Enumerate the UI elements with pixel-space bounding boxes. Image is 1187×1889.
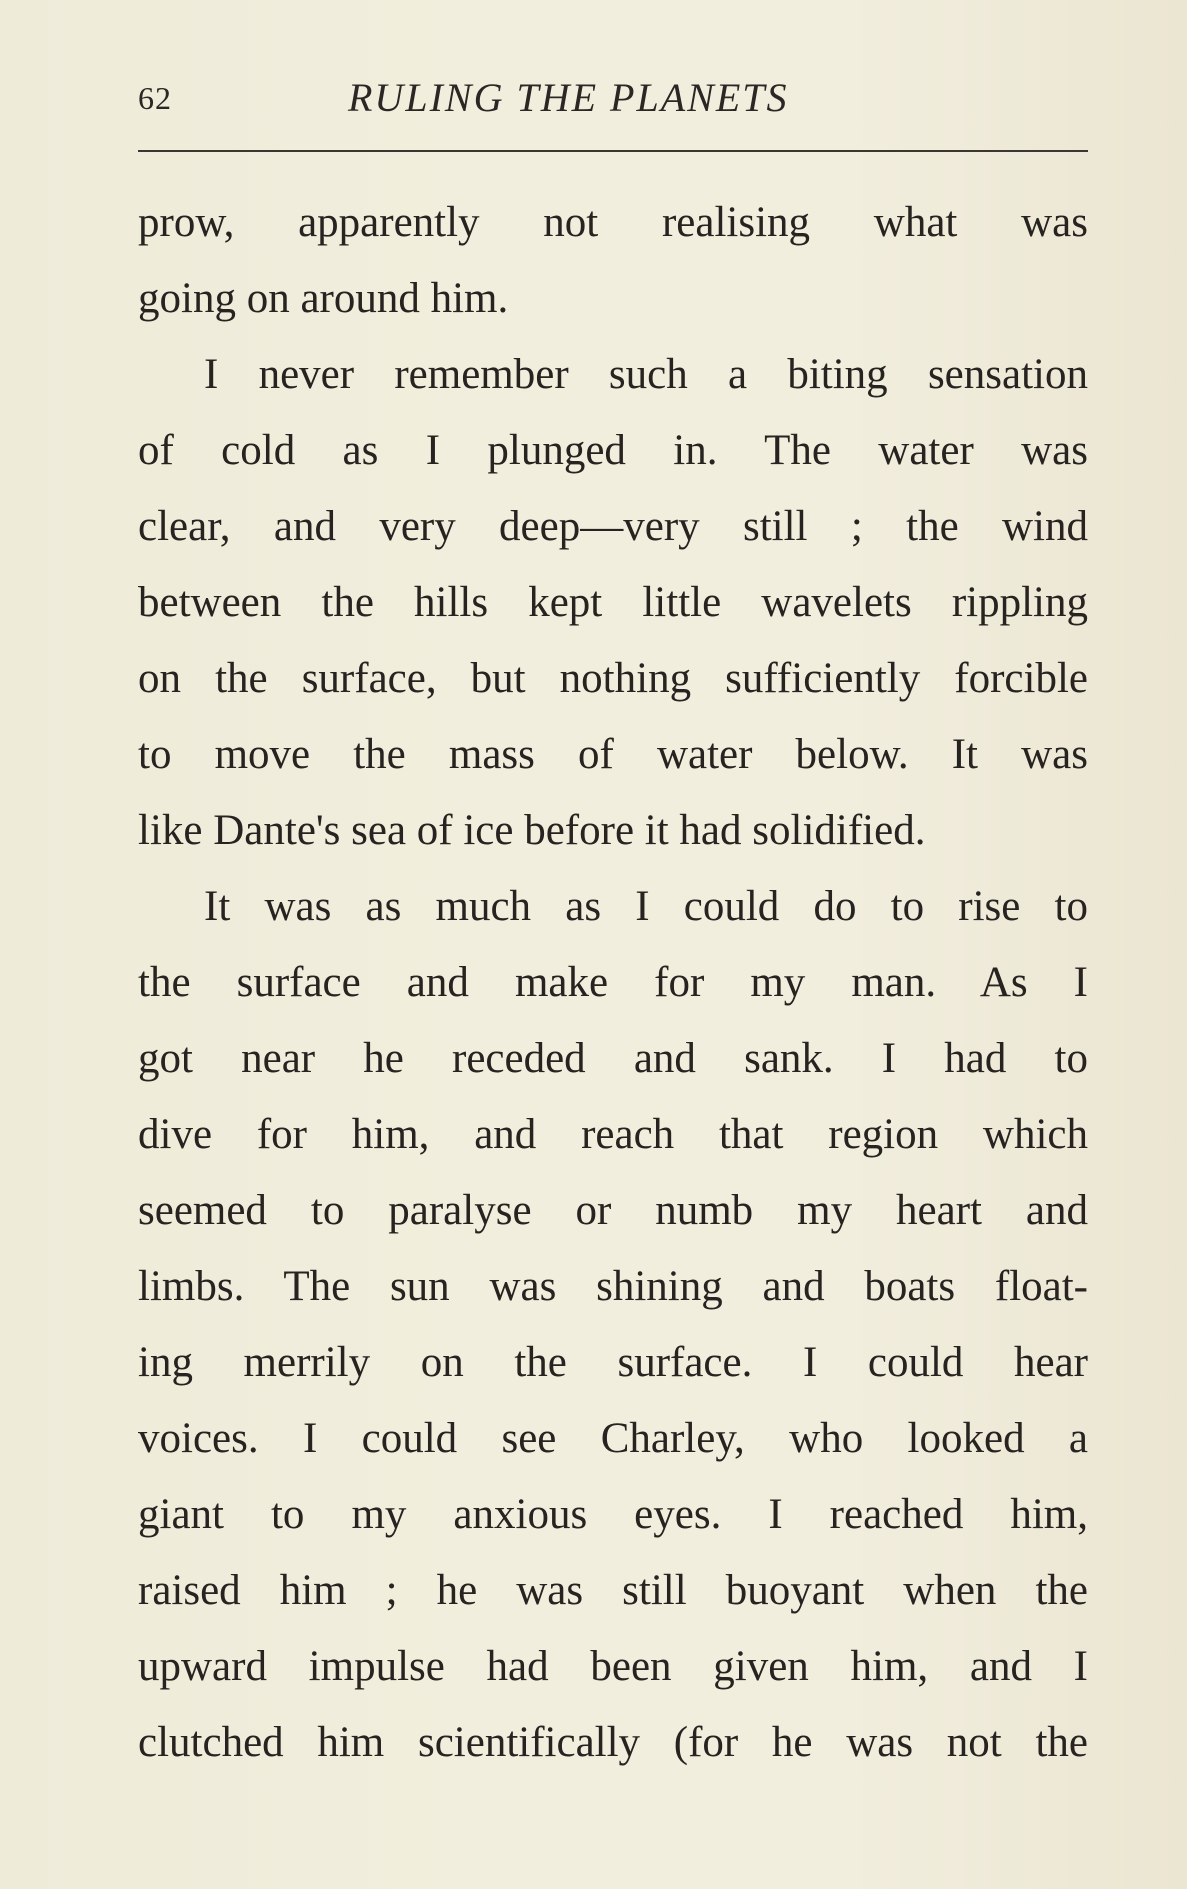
text-line: to move the mass of water below. It was xyxy=(138,731,1088,778)
page-number: 62 xyxy=(138,80,172,116)
text-line: prow, apparently not realising what was xyxy=(138,199,1088,246)
text-line: upward impulse had been given him, and I xyxy=(138,1643,1088,1690)
running-title: RULING THE PLANETS xyxy=(348,75,789,120)
text-line: like Dante's sea of ice before it had solidified. xyxy=(138,807,926,854)
text-line: raised him ; he was still buoyant when the xyxy=(138,1567,1088,1614)
text-line: It was as much as I could do to rise to xyxy=(204,883,1088,930)
text-line: giant to my anxious eyes. I reached him, xyxy=(138,1491,1088,1538)
text-line: got near he receded and sank. I had to xyxy=(138,1035,1088,1082)
text-line: going on around him. xyxy=(138,275,509,322)
text-line: voices. I could see Charley, who looked a xyxy=(138,1415,1088,1462)
text-line: on the surface, but nothing sufficiently forcible xyxy=(138,655,1088,702)
page-header xyxy=(138,68,1088,128)
text-line: dive for him, and reach that region which xyxy=(138,1111,1088,1158)
body-text xyxy=(138,185,1088,1781)
text-line: clear, and very deep—very still ; the wind xyxy=(138,503,1088,550)
text-line: between the hills kept little wavelets rippling xyxy=(138,579,1088,626)
text-line: ing merrily on the surface. I could hear xyxy=(138,1339,1088,1386)
header-rule xyxy=(138,150,1088,152)
text-line: seemed to paralyse or numb my heart and xyxy=(138,1187,1088,1234)
text-line: clutched him scientifically (for he was not the xyxy=(138,1719,1088,1766)
text-line: I never remember such a biting sensation xyxy=(204,351,1088,398)
text-line: of cold as I plunged in. The water was xyxy=(138,427,1088,474)
text-line: the surface and make for my man. As I xyxy=(138,959,1088,1006)
text-line: limbs. The sun was shining and boats float- xyxy=(138,1263,1088,1310)
